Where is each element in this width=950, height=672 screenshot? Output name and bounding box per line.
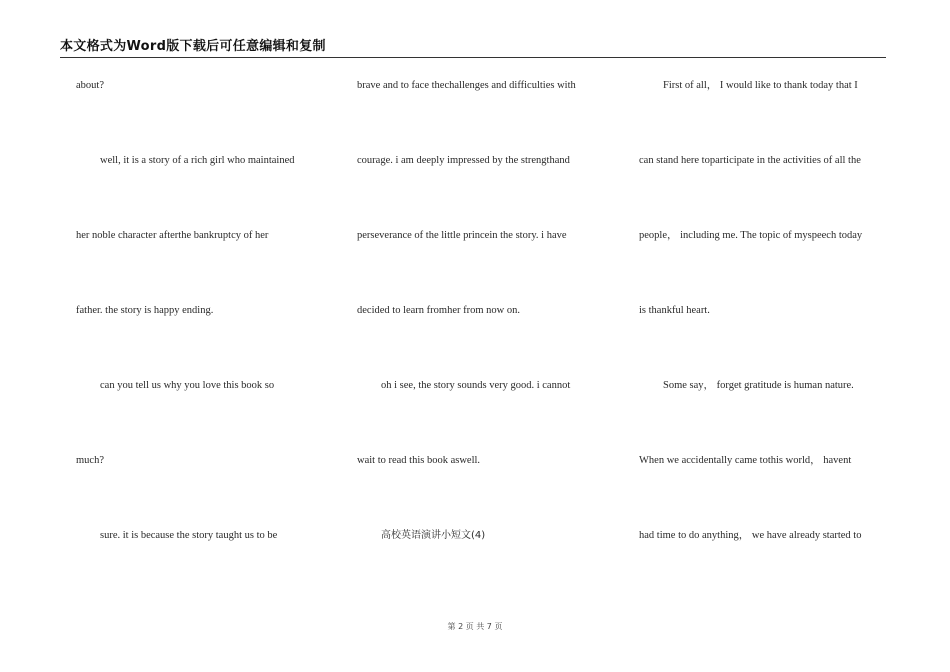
document-header bbox=[60, 35, 886, 58]
header-title: 本文格式为Word版下载后可任意编辑和复制 bbox=[60, 39, 326, 54]
page-footer bbox=[0, 621, 950, 632]
column-1-line: her noble character afterthe bankruptcy of her bbox=[76, 230, 269, 241]
column-3-line: can stand here toparticipate in the activities of all the bbox=[639, 155, 861, 166]
column-2-line: wait to read this book aswell. bbox=[357, 455, 481, 466]
column-2-line: brave and to face thechallenges and difficulties with bbox=[357, 80, 576, 91]
column-2-line: decided to learn fromher from now on. bbox=[357, 305, 520, 316]
column-2-line: perseverance of the little princein the story. i have bbox=[357, 230, 567, 241]
column-1-line: much? bbox=[76, 455, 104, 466]
column-1-line: well, it is a story of a rich girl who maintained bbox=[100, 155, 295, 166]
column-2-line: oh i see, the story sounds very good. i cannot bbox=[381, 380, 571, 391]
column-2-line: courage. i am deeply impressed by the strengthand bbox=[357, 155, 570, 166]
page-number: 第 2 页 共 7 页 bbox=[447, 622, 503, 631]
column-3-line: When we accidentally came tothis world， havent bbox=[639, 455, 852, 466]
column-1-line: about? bbox=[76, 80, 104, 91]
column-3-line: is thankful heart. bbox=[639, 305, 710, 316]
column-1-line: father. the story is happy ending. bbox=[76, 305, 214, 316]
column-1-line: sure. it is because the story taught us to be bbox=[100, 530, 278, 541]
column-1-line: can you tell us why you love this book so bbox=[100, 380, 275, 391]
column-3-line: Some say， forget gratitude is human nature. bbox=[663, 380, 854, 391]
column-3-line: had time to do anything， we have already started to bbox=[639, 530, 862, 541]
column-3-line: First of all， I would like to thank today that I bbox=[663, 80, 858, 91]
section-heading: 高校英语演讲小短文(4) bbox=[381, 530, 486, 541]
column-3-line: people， including me. The topic of myspeech today bbox=[639, 230, 863, 241]
